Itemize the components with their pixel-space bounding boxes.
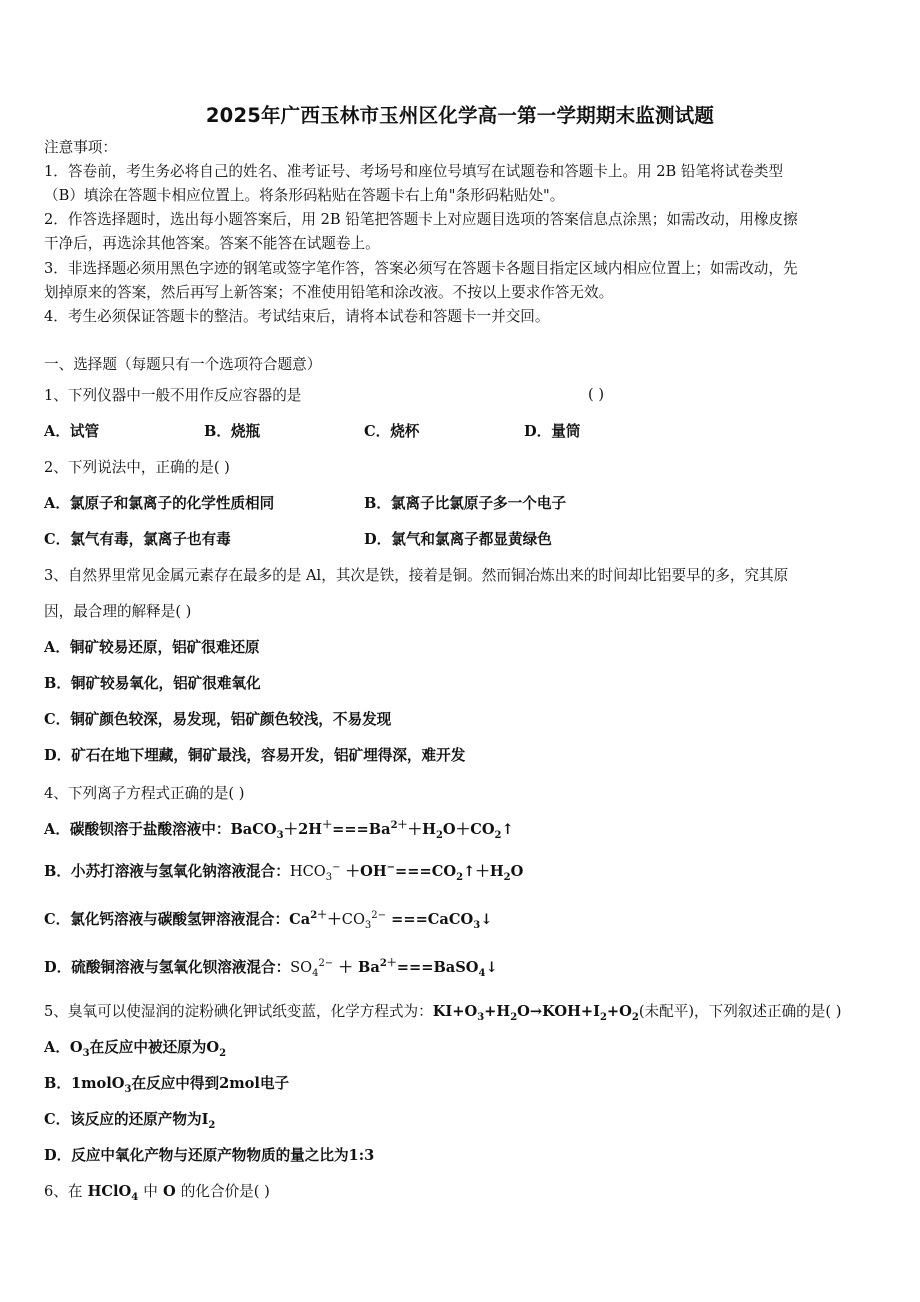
question-2-stem: 2、下列说法中，正确的是( ) xyxy=(44,459,230,476)
question-3-stem: 3、自然界里常见金属元素存在最多的是 Al，其次是铁，接着是铜。然而铜冶炼出来的时间却比铝要早的多，究其原 xyxy=(44,567,789,584)
q2-option-b: B．氯离子比氯原子多一个电子 xyxy=(364,495,567,512)
question-4-stem: 4、下列离子方程式正确的是( ) xyxy=(44,785,245,802)
page-title: 2025年广西玉林市玉州区化学高一第一学期期末监测试题 xyxy=(205,104,715,127)
notice-line: 3．非选择题必须用黑色字迹的钢笔或签字笔作答，答案必须写在答题卡各题目指定区域内相应位置上；如需改动，先 xyxy=(44,260,798,277)
q5-option-a: A．$O_3$在反应中被还原为$O_2$ xyxy=(44,1039,227,1059)
notice-line: 2．作答选择题时，选出每小题答案后，用 2B 铅笔把答题卡上对应题目选项的答案信息点涂黑；如需改动，用橡皮擦 xyxy=(44,211,798,228)
q2-option-c: C．氯气有毒，氯离子也有毒 xyxy=(44,531,231,548)
q1-option-a: A．试管 xyxy=(44,423,100,440)
q3-option-d: D．矿石在地下埋藏，铜矿最浅，容易开发，铝矿埋得深，难开发 xyxy=(44,747,466,764)
notice-heading: 注意事项： xyxy=(44,139,117,156)
notice-line: 1．答卷前，考生务必将自己的姓名、准考证号、考场号和座位号填写在试题卷和答题卡上。用 2B 铅笔将试卷类型 xyxy=(44,163,784,180)
notice-line: 4．考生必须保证答题卡的整洁。考试结束后，请将本试卷和答题卡一并交回。 xyxy=(44,308,550,325)
q5-option-b: B．1molO$_3$在反应中得到2mol电子 xyxy=(44,1075,290,1095)
section-heading: 一、选择题（每题只有一个选项符合题意） xyxy=(44,356,322,373)
q3-option-a: A．铜矿较易还原，铝矿很难还原 xyxy=(44,639,260,656)
q5-option-c: C．该反应的还原产物为$I_2$ xyxy=(44,1111,216,1131)
question-1-stem: 1、下列仪器中一般不用作反应容器的是 xyxy=(44,387,302,404)
q3-option-c: C．铜矿颜色较深，易发现，铝矿颜色较浅，不易发现 xyxy=(44,711,392,728)
q2-option-a: A．氯原子和氯离子的化学性质相同 xyxy=(44,495,275,512)
question-6-stem: 6、在 HClO$_4$ 中 O 的化合价是( ) xyxy=(44,1183,270,1203)
answer-paren: ( ) xyxy=(588,386,605,403)
q1-option-b: B．烧瓶 xyxy=(204,423,261,440)
q5-option-d: D．反应中氧化产物与还原产物物质的量之比为1:3 xyxy=(44,1147,375,1164)
question-5-stem: 5、臭氧可以使湿润的淀粉碘化钾试纸变蓝，化学方程式为：$KI+O_3+H_2O\to KOH+I_2+O_2$(未配平)，下列叙述正确的是( ) xyxy=(44,1003,842,1023)
notice-line: 干净后，再选涂其他答案。答案不能答在试题卷上。 xyxy=(44,235,380,252)
q1-option-d: D．量筒 xyxy=(524,423,581,440)
q4-option-a: A．碳酸钡溶于盐酸溶液中：$BaCO_3+2H^+===Ba^{2+}+H_2O+CO_2↑$ xyxy=(44,820,514,841)
notice-line: 划掉原来的答案，然后再写上新答案；不准使用铅笔和涂改液。不按以上要求作答无效。 xyxy=(44,284,614,301)
q4-option-c: C．氯化钙溶液与碳酸氢钾溶液混合：$Ca^{2+}+CO_3^{2-}$ ===CaCO$_3$↓ xyxy=(44,910,493,931)
question-3-stem-cont: 因，最合理的解释是( ) xyxy=(44,603,192,620)
notice-line: （B）填涂在答题卡相应位置上。将条形码粘贴在答题卡右上角"条形码粘贴处"。 xyxy=(44,187,565,204)
q2-option-d: D．氯气和氯离子都显黄绿色 xyxy=(364,531,552,548)
q4-option-b: B．小苏打溶液与氢氧化钠溶液混合：$HCO_3^-$ $+OH^-===CO_2↑+H_2O$ xyxy=(44,862,524,883)
q4-option-d: D．硫酸铜溶液与氢氧化钡溶液混合：$SO_4^{2-}$ ＋ $Ba^{2+}===BaSO_4↓$ xyxy=(44,958,498,979)
q1-option-c: C．烧杯 xyxy=(364,423,420,440)
q3-option-b: B．铜矿较易氧化，铝矿很难氧化 xyxy=(44,675,261,692)
